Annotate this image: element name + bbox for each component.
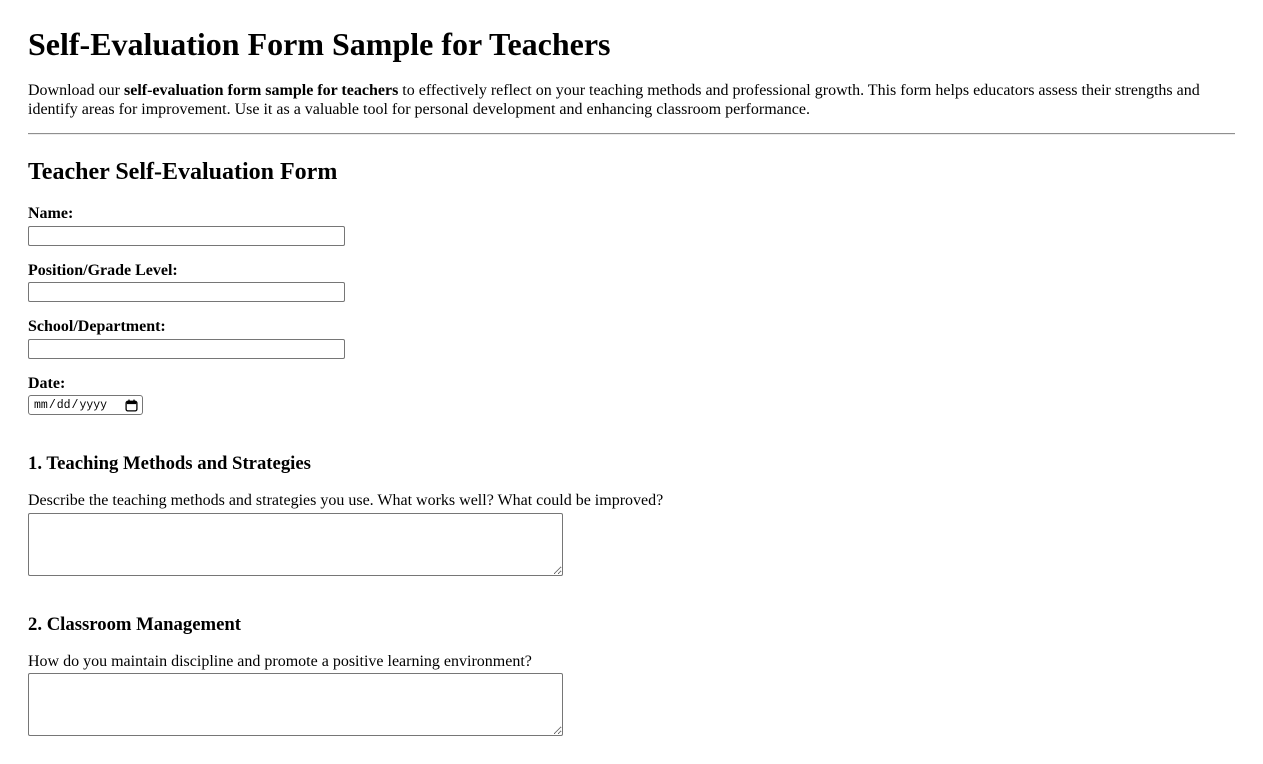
page-title: Self-Evaluation Form Sample for Teachers: [28, 26, 611, 62]
page: [0, 26, 1263, 736]
form-title: Teacher Self-Evaluation Form: [28, 159, 338, 185]
section-classroom-management-question: How do you maintain discipline and promote a positive learning environment?: [28, 652, 532, 670]
date-separator: /: [48, 398, 56, 412]
date-label: Date:: [28, 374, 66, 392]
section-teaching-methods-question: Describe the teaching methods and strategies you use. What works well? What could be improved?: [28, 492, 664, 509]
date-year-segment[interactable]: yyyy: [79, 398, 108, 412]
section-teaching-methods: [28, 453, 1235, 576]
intro-paragraph: [28, 82, 1235, 119]
school-department-label: School/Department:: [28, 318, 166, 335]
section-classroom-management: [28, 614, 1235, 737]
position-grade-level-label: Position/Grade Level:: [28, 261, 178, 279]
name-input[interactable]: [28, 226, 345, 246]
date-month-segment[interactable]: mm: [34, 398, 48, 412]
date-separator: /: [71, 398, 79, 412]
field-school-department: [28, 318, 1235, 359]
calendar-icon[interactable]: [125, 399, 138, 412]
school-department-input[interactable]: [28, 339, 345, 359]
field-position-grade-level: [28, 262, 1235, 303]
date-placeholder: [34, 399, 107, 412]
section-teaching-methods-heading: 1. Teaching Methods and Strategies: [28, 453, 311, 474]
intro-bold-text: self-evaluation form sample for teachers: [123, 82, 399, 99]
field-date: [28, 375, 1235, 416]
divider: [28, 133, 1235, 135]
name-label: Name:: [28, 205, 74, 222]
section-classroom-management-textarea[interactable]: [28, 673, 563, 736]
position-grade-level-input[interactable]: [28, 282, 345, 302]
field-name: [28, 205, 1235, 246]
section-teaching-methods-textarea[interactable]: [28, 513, 563, 576]
date-input[interactable]: [28, 395, 143, 415]
intro-text-after: to effectively reflect on your teaching methods and professional growth. This form helps educators assess their strengths and identify areas for improvement. Use it as a valuable tool for personal development and enhancing classroom performance.: [28, 82, 1200, 118]
intro-text-before: Download our: [28, 82, 124, 99]
section-classroom-management-heading: 2. Classroom Management: [28, 613, 241, 635]
date-day-segment[interactable]: dd: [56, 398, 71, 412]
